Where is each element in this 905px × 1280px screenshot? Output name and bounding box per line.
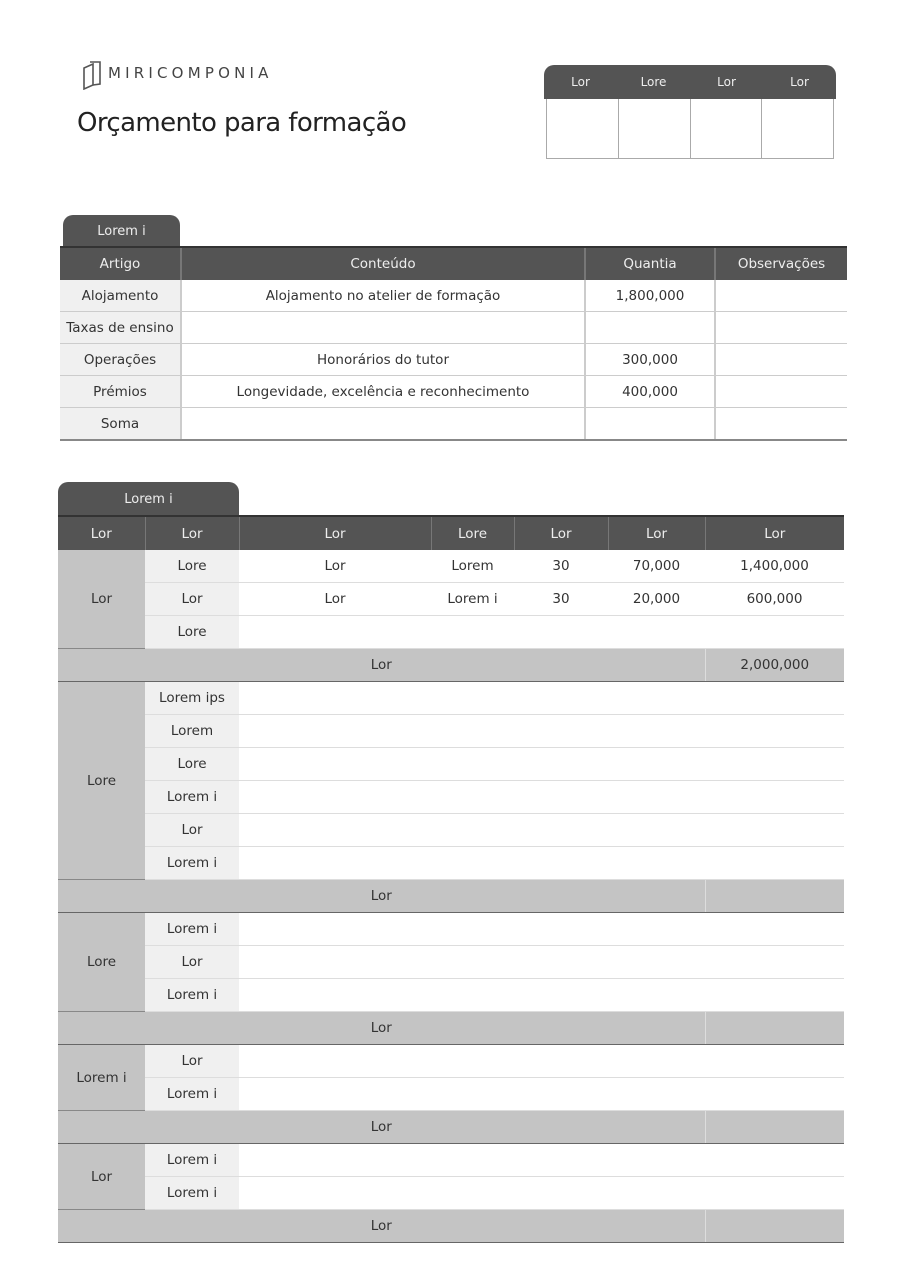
table-row bbox=[58, 913, 844, 946]
data-cell[interactable]: Lor bbox=[239, 583, 431, 616]
table-row bbox=[58, 1045, 844, 1078]
sub-item-label: Lorem i bbox=[145, 781, 239, 814]
table-row bbox=[58, 847, 844, 880]
data-cell[interactable]: 1,400,000 bbox=[705, 550, 844, 583]
sub-item-label: Lorem i bbox=[145, 1078, 239, 1111]
data-cell[interactable] bbox=[514, 616, 608, 649]
data-cell[interactable] bbox=[514, 847, 608, 880]
data-cell[interactable] bbox=[705, 847, 844, 880]
data-cell[interactable] bbox=[608, 1078, 705, 1111]
approval-label: Lore bbox=[640, 75, 667, 89]
data-cell[interactable] bbox=[514, 682, 608, 715]
data-cell[interactable] bbox=[608, 748, 705, 781]
note-cell[interactable] bbox=[715, 280, 847, 312]
data-cell[interactable] bbox=[705, 748, 844, 781]
data-cell[interactable] bbox=[239, 1144, 431, 1177]
table-row bbox=[58, 1144, 844, 1177]
data-cell[interactable] bbox=[705, 1078, 844, 1111]
data-cell[interactable] bbox=[239, 616, 431, 649]
subtotal-row bbox=[58, 1210, 844, 1243]
subtotal-label: Lor bbox=[58, 880, 705, 913]
table-header-row bbox=[58, 516, 844, 550]
data-cell[interactable] bbox=[608, 1177, 705, 1210]
subtotal-label: Lor bbox=[58, 1012, 705, 1045]
data-cell[interactable] bbox=[705, 979, 844, 1012]
data-cell[interactable] bbox=[514, 1144, 608, 1177]
data-cell[interactable] bbox=[431, 1045, 514, 1078]
data-cell[interactable] bbox=[514, 748, 608, 781]
subtotal-row bbox=[58, 649, 844, 682]
table-row bbox=[58, 748, 844, 781]
note-cell[interactable] bbox=[715, 344, 847, 376]
table-row bbox=[60, 376, 847, 408]
data-cell[interactable] bbox=[239, 748, 431, 781]
sub-item-label: Lorem ips bbox=[145, 682, 239, 715]
data-cell[interactable] bbox=[239, 1177, 431, 1210]
table-row bbox=[58, 781, 844, 814]
subtotal-label: Lor bbox=[58, 1210, 705, 1243]
sub-item-label: Lor bbox=[145, 814, 239, 847]
column-header: Lor bbox=[145, 516, 239, 550]
sub-item-label: Lore bbox=[145, 550, 239, 583]
budget-detail-table bbox=[58, 515, 844, 1243]
approval-label: Lor bbox=[571, 75, 590, 89]
group-label: Lore bbox=[58, 913, 145, 1012]
table-row bbox=[58, 583, 844, 616]
table-row bbox=[58, 616, 844, 649]
data-cell[interactable] bbox=[239, 814, 431, 847]
approval-header bbox=[544, 65, 836, 99]
sub-item-label: Lorem i bbox=[145, 1144, 239, 1177]
approval-label: Lor bbox=[790, 75, 809, 89]
subtotal-row bbox=[58, 880, 844, 913]
data-cell[interactable] bbox=[431, 913, 514, 946]
subtotal-label: Lor bbox=[58, 1111, 705, 1144]
table2-tab: Lorem i bbox=[58, 482, 239, 515]
sub-item-label: Lorem i bbox=[145, 1177, 239, 1210]
data-cell[interactable]: 600,000 bbox=[705, 583, 844, 616]
column-header: Quantia bbox=[585, 247, 715, 280]
subtotal-value[interactable]: 2,000,000 bbox=[705, 649, 844, 682]
brand-name: MIRICOMPONIA bbox=[108, 64, 273, 82]
data-cell[interactable] bbox=[431, 616, 514, 649]
data-cell[interactable]: 30 bbox=[514, 583, 608, 616]
data-cell[interactable] bbox=[608, 1045, 705, 1078]
approval-cell[interactable] bbox=[619, 99, 691, 158]
amount-cell[interactable]: 300,000 bbox=[585, 344, 715, 376]
data-cell[interactable]: Lorem bbox=[431, 550, 514, 583]
data-cell[interactable] bbox=[239, 946, 431, 979]
subtotal-label: Lor bbox=[58, 649, 705, 682]
data-cell[interactable] bbox=[705, 715, 844, 748]
approval-cell[interactable] bbox=[691, 99, 763, 158]
data-cell[interactable] bbox=[514, 913, 608, 946]
note-cell[interactable] bbox=[715, 312, 847, 344]
table-row bbox=[60, 312, 847, 344]
group-label: Lore bbox=[58, 682, 145, 880]
data-cell[interactable] bbox=[514, 781, 608, 814]
data-cell[interactable] bbox=[608, 847, 705, 880]
column-header: Lor bbox=[58, 516, 145, 550]
data-cell[interactable] bbox=[514, 1177, 608, 1210]
table-row bbox=[58, 715, 844, 748]
data-cell[interactable] bbox=[705, 682, 844, 715]
data-cell[interactable] bbox=[514, 979, 608, 1012]
data-cell[interactable] bbox=[608, 1144, 705, 1177]
data-cell[interactable] bbox=[705, 616, 844, 649]
content-cell[interactable] bbox=[181, 408, 585, 441]
subtotal-row bbox=[58, 1012, 844, 1045]
data-cell[interactable] bbox=[514, 715, 608, 748]
column-header: Lor bbox=[514, 516, 608, 550]
table-row bbox=[58, 682, 844, 715]
data-cell[interactable] bbox=[705, 1045, 844, 1078]
table-row bbox=[60, 344, 847, 376]
amount-cell[interactable] bbox=[585, 312, 715, 344]
data-cell[interactable] bbox=[431, 1177, 514, 1210]
table-row bbox=[60, 408, 847, 441]
sub-item-label: Lorem i bbox=[145, 913, 239, 946]
table-row bbox=[58, 550, 844, 583]
amount-cell[interactable]: 1,800,000 bbox=[585, 280, 715, 312]
data-cell[interactable] bbox=[239, 682, 431, 715]
approval-label: Lor bbox=[717, 75, 736, 89]
subtotal-value[interactable] bbox=[705, 880, 844, 913]
data-cell[interactable] bbox=[431, 715, 514, 748]
approval-cell[interactable] bbox=[762, 99, 833, 158]
table-header-row bbox=[60, 247, 847, 280]
subtotal-row bbox=[58, 1111, 844, 1144]
data-cell[interactable] bbox=[431, 781, 514, 814]
table-row bbox=[58, 979, 844, 1012]
column-header: Lore bbox=[431, 516, 514, 550]
data-cell[interactable]: 20,000 bbox=[608, 583, 705, 616]
column-header: Lor bbox=[239, 516, 431, 550]
data-cell[interactable] bbox=[705, 1144, 844, 1177]
column-header: Observações bbox=[715, 247, 847, 280]
data-cell[interactable] bbox=[608, 814, 705, 847]
data-cell[interactable] bbox=[239, 913, 431, 946]
item-label: Operações bbox=[60, 344, 181, 376]
group-label: Lorem i bbox=[58, 1045, 145, 1111]
column-header: Artigo bbox=[60, 247, 181, 280]
note-cell[interactable] bbox=[715, 408, 847, 441]
data-cell[interactable] bbox=[431, 682, 514, 715]
sub-item-label: Lore bbox=[145, 616, 239, 649]
item-label: Prémios bbox=[60, 376, 181, 408]
data-cell[interactable] bbox=[431, 946, 514, 979]
page-title: Orçamento para formação bbox=[77, 108, 407, 138]
data-cell[interactable] bbox=[514, 814, 608, 847]
content-cell[interactable] bbox=[181, 312, 585, 344]
data-cell[interactable] bbox=[514, 946, 608, 979]
data-cell[interactable]: 30 bbox=[514, 550, 608, 583]
data-cell[interactable] bbox=[431, 1144, 514, 1177]
data-cell[interactable] bbox=[514, 1045, 608, 1078]
column-header: Lor bbox=[608, 516, 705, 550]
subtotal-value[interactable] bbox=[705, 1210, 844, 1243]
amount-cell[interactable] bbox=[585, 408, 715, 441]
data-cell[interactable] bbox=[608, 682, 705, 715]
data-cell[interactable] bbox=[431, 847, 514, 880]
sub-item-label: Lor bbox=[145, 1045, 239, 1078]
data-cell[interactable] bbox=[514, 1078, 608, 1111]
data-cell[interactable] bbox=[608, 715, 705, 748]
data-cell[interactable] bbox=[705, 781, 844, 814]
data-cell[interactable] bbox=[705, 913, 844, 946]
sub-item-label: Lorem i bbox=[145, 979, 239, 1012]
data-cell[interactable]: Lorem i bbox=[431, 583, 514, 616]
data-cell[interactable] bbox=[239, 715, 431, 748]
table-row bbox=[58, 1177, 844, 1210]
data-cell[interactable] bbox=[239, 1078, 431, 1111]
approval-cells bbox=[546, 99, 834, 159]
item-label: Alojamento bbox=[60, 280, 181, 312]
brand-logo-icon bbox=[82, 60, 102, 90]
data-cell[interactable]: Lor bbox=[239, 550, 431, 583]
group-label: Lor bbox=[58, 1144, 145, 1210]
sub-item-label: Lorem bbox=[145, 715, 239, 748]
subtotal-value[interactable] bbox=[705, 1012, 844, 1045]
data-cell[interactable] bbox=[608, 616, 705, 649]
table1-tab: Lorem i bbox=[63, 215, 180, 246]
content-cell[interactable]: Alojamento no atelier de formação bbox=[181, 280, 585, 312]
data-cell[interactable] bbox=[431, 979, 514, 1012]
table-row bbox=[58, 946, 844, 979]
data-cell[interactable] bbox=[705, 1177, 844, 1210]
note-cell[interactable] bbox=[715, 376, 847, 408]
sub-item-label: Lor bbox=[145, 946, 239, 979]
content-cell[interactable]: Honorários do tutor bbox=[181, 344, 585, 376]
item-label: Taxas de ensino bbox=[60, 312, 181, 344]
column-header: Lor bbox=[705, 516, 844, 550]
approval-cell[interactable] bbox=[547, 99, 619, 158]
sub-item-label: Lor bbox=[145, 583, 239, 616]
data-cell[interactable] bbox=[608, 781, 705, 814]
content-cell[interactable]: Longevidade, excelência e reconhecimento bbox=[181, 376, 585, 408]
data-cell[interactable] bbox=[239, 847, 431, 880]
data-cell[interactable] bbox=[239, 1045, 431, 1078]
group-label: Lor bbox=[58, 550, 145, 649]
column-header: Conteúdo bbox=[181, 247, 585, 280]
approval-box bbox=[544, 65, 836, 159]
subtotal-value[interactable] bbox=[705, 1111, 844, 1144]
data-cell[interactable] bbox=[431, 748, 514, 781]
data-cell[interactable] bbox=[608, 913, 705, 946]
data-cell[interactable] bbox=[705, 946, 844, 979]
data-cell[interactable] bbox=[705, 814, 844, 847]
table-row bbox=[58, 1078, 844, 1111]
table-row bbox=[60, 280, 847, 312]
amount-cell[interactable]: 400,000 bbox=[585, 376, 715, 408]
table-row bbox=[58, 814, 844, 847]
data-cell[interactable] bbox=[239, 781, 431, 814]
item-label: Soma bbox=[60, 408, 181, 441]
data-cell[interactable] bbox=[431, 814, 514, 847]
sub-item-label: Lore bbox=[145, 748, 239, 781]
data-cell[interactable] bbox=[608, 946, 705, 979]
budget-summary-table bbox=[60, 246, 847, 441]
data-cell[interactable]: 70,000 bbox=[608, 550, 705, 583]
data-cell[interactable] bbox=[239, 979, 431, 1012]
sub-item-label: Lorem i bbox=[145, 847, 239, 880]
data-cell[interactable] bbox=[608, 979, 705, 1012]
data-cell[interactable] bbox=[431, 1078, 514, 1111]
